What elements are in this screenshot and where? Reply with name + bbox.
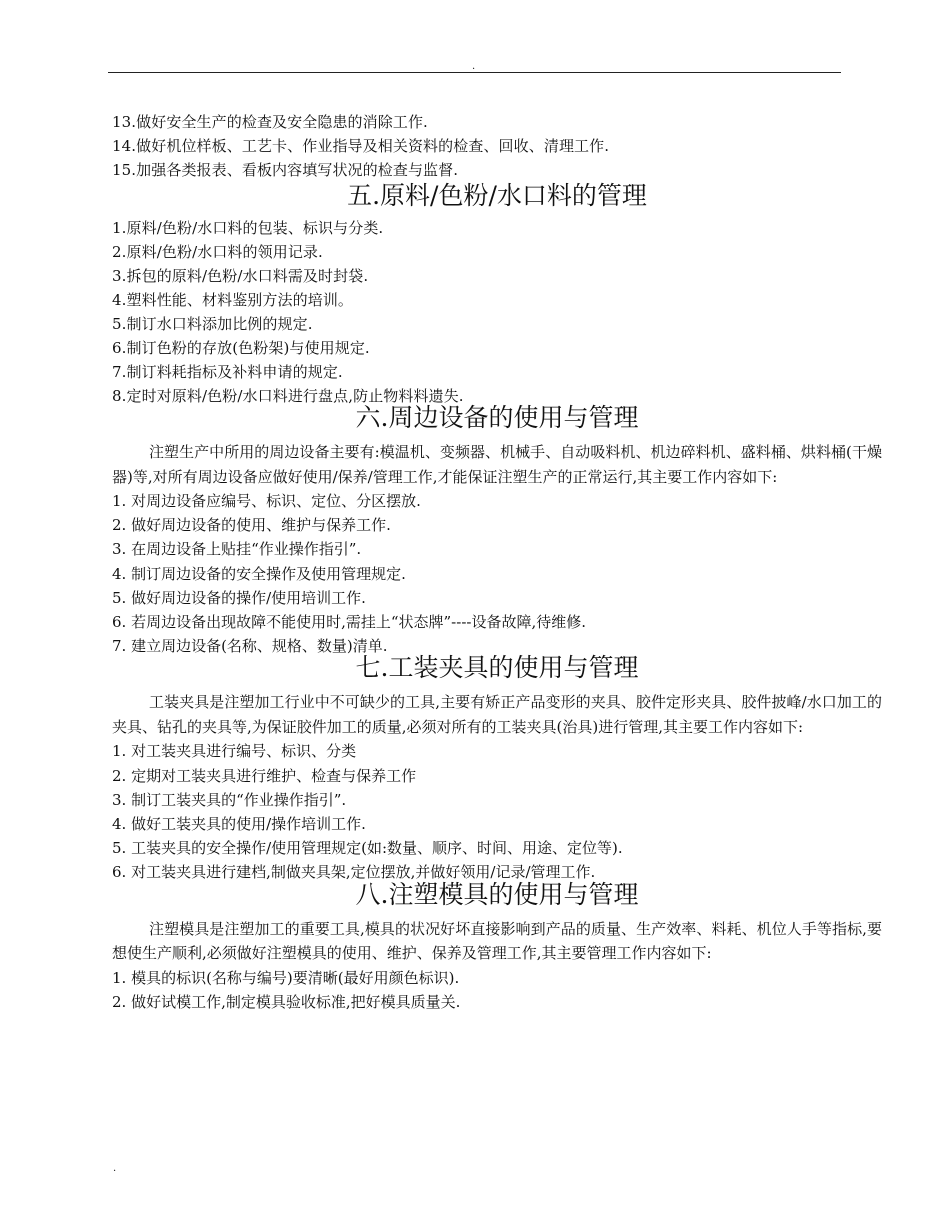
section-intro: 注塑生产中所用的周边设备主要有:模温机、变频器、机械手、自动吸料机、机边碎料机、盛料桶、烘料桶(干燥器)等,对所有周边设备应做好使用/保养/管理工作,才能保证注塑生产的正常运行,其主要工作内容如下:	[112, 443, 882, 486]
list-item: 1. 模具的标识(名称与编号)要清晰(最好用颜色标识).	[112, 968, 460, 987]
section-peripheral-equipment	[112, 402, 882, 658]
section-title: 五.原料/色粉/水口料的管理	[347, 181, 647, 210]
item-list	[112, 216, 882, 408]
list-item: 6.制订色粉的存放(色粉架)与使用规定.	[112, 339, 370, 357]
list-item: 7. 建立周边设备(名称、规格、数量)清单.	[112, 637, 388, 656]
list-item: 5.制订水口料添加比例的规定.	[112, 315, 313, 333]
list-item: 6. 若周边设备出现故障不能使用时,需挂上“状态牌”----设备故障,待维修.	[112, 613, 586, 632]
section-title: 八.注塑模具的使用与管理	[355, 879, 639, 909]
footer-mark: .	[113, 1163, 117, 1174]
section-title: 六.周边设备的使用与管理	[355, 403, 639, 432]
list-item: 5. 做好周边设备的操作/使用培训工作.	[112, 588, 366, 607]
list-item: 6. 对工装夹具进行建档,制做夹具架,定位摆放,并做好领用/记录/管理工作.	[112, 863, 596, 882]
item-list	[112, 489, 882, 658]
section-title: 七.工装夹具的使用与管理	[355, 653, 639, 683]
list-item: 2. 做好周边设备的使用、维护与保养工作.	[112, 516, 391, 535]
list-item: 4. 制订周边设备的安全操作及使用管理规定.	[112, 564, 406, 583]
continued-list	[112, 110, 882, 182]
section-molds	[112, 879, 882, 1014]
item-list	[112, 966, 882, 1014]
header-mark: .	[472, 61, 476, 72]
section-raw-materials	[112, 180, 882, 408]
list-item: 14.做好机位样板、工艺卡、作业指导及相关资料的检查、回收、清理工作.	[112, 137, 610, 155]
header-rule	[108, 72, 841, 73]
list-item: 2. 定期对工装夹具进行维护、检查与保养工作	[112, 766, 417, 785]
list-item: 2.原料/色粉/水口料的领用记录.	[112, 243, 323, 261]
document-body	[112, 110, 882, 1014]
list-item: 3.拆包的原料/色粉/水口料需及时封袋.	[112, 267, 369, 285]
list-item: 8.定时对原料/色粉/水口料进行盘点,防止物料料遗失.	[112, 387, 464, 405]
section-fixtures	[112, 652, 882, 884]
list-item: 13.做好安全生产的检查及安全隐患的消除工作.	[112, 113, 428, 131]
list-item: 1.原料/色粉/水口料的包装、标识与分类.	[112, 219, 384, 237]
list-item: 1. 对周边设备应编号、标识、定位、分区摆放.	[112, 492, 421, 510]
section-intro: 工装夹具是注塑加工行业中不可缺少的工具,主要有矫正产品变形的夹具、胶件定形夹具、胶件披峰/水口加工的夹具、钻孔的夹具等,为保证胶件加工的质量,必须对所有的工装夹具(治具)进行管理,其主要工作内容如下:	[112, 693, 882, 736]
list-item: 3. 制订工装夹具的“作业操作指引”.	[112, 790, 347, 809]
list-item: 4. 做好工装夹具的使用/操作培训工作.	[112, 815, 366, 834]
list-item: 5. 工装夹具的安全操作/使用管理规定(如:数量、顺序、时间、用途、定位等).	[112, 839, 623, 858]
section-intro: 注塑模具是注塑加工的重要工具,模具的状况好坏直接影响到产品的质量、生产效率、料耗、机位人手等指标,要想使生产顺利,必须做好注塑模具的使用、维护、保养及管理工作,其主要管理工作内容如下:	[112, 919, 882, 963]
list-item: 1. 对工装夹具进行编号、标识、分类	[112, 742, 357, 761]
item-list	[112, 739, 882, 884]
list-item: 3. 在周边设备上贴挂“作业操作指引”.	[112, 540, 362, 559]
list-item: 7.制订料耗指标及补料申请的规定.	[112, 363, 343, 381]
list-item: 4.塑料性能、材料鉴别方法的培训。	[112, 291, 354, 309]
list-item: 15.加强各类报表、看板内容填写状况的检查与监督.	[112, 161, 459, 179]
list-item: 2. 做好试模工作,制定模具验收标准,把好模具质量关.	[112, 992, 461, 1011]
